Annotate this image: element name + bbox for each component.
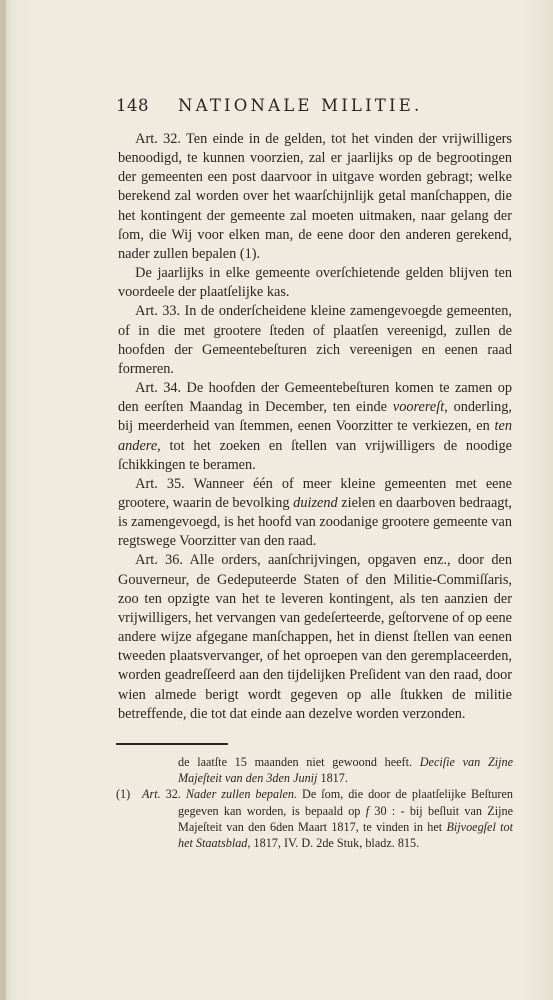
page-number: 148	[116, 96, 149, 115]
italic-run: voorereſt	[392, 399, 445, 416]
text-run: , onderling, bij meerderheid van ſtemmen, eenen Voorzitter te verkiezen, en	[118, 399, 512, 435]
text-run: de laatſte 15 maanden niet gewoond heeft.	[178, 755, 420, 769]
footnote-continuation	[116, 754, 513, 786]
paragraph	[118, 551, 512, 723]
paragraph	[118, 379, 512, 475]
italic-run: Bijvoegſel tot het Staatsblad	[178, 819, 513, 851]
italic-run: Art.	[142, 787, 161, 802]
body-text	[118, 130, 512, 724]
page-header	[116, 96, 516, 122]
paragraph	[118, 264, 512, 302]
italic-run: f	[365, 803, 370, 818]
page-gutter	[0, 0, 6, 1000]
italic-run: ten andere	[118, 418, 512, 454]
footnote-text	[142, 787, 513, 850]
paragraph	[118, 130, 512, 264]
text-run: 30 : - bij beſluit van Zijne Majeſteit van den 6den Maart 1817, te vinden in het	[178, 803, 513, 834]
text-run: De ſom, die door de plaatſelijke Beſturen gegeven kan worden, is bepaald op	[178, 787, 513, 818]
italic-run: Deciſie van Zijne Majeſteit van den 3den Junij	[178, 755, 513, 786]
text-run: , 1817, IV. D. 2de Stuk, bladz. 815.	[247, 836, 420, 851]
text-run: 32.	[160, 787, 186, 802]
text-run: 1817.	[317, 771, 348, 786]
text-run: , tot het zoeken en ſtellen van vrijwilligers de noodige ſchikkingen te beramen.	[118, 437, 512, 473]
text-run: De jaarlijks in elke gemeente overſchietende gelden blijven ten voordeele der plaatſelijke kas.	[118, 265, 512, 301]
footnote-1	[116, 786, 513, 851]
footnote-mark: (1)	[116, 787, 131, 802]
italic-run: duizend	[293, 494, 338, 511]
italic-run: Nader zullen bepalen.	[185, 787, 298, 802]
paragraph	[118, 302, 512, 379]
text-run: Art. 32. Ten einde in de gelden, tot het vinden der vrijwilligers benoodigd, te kunnen voorzien, zal er jaarlijks op de begrootingen der gemeenten een post daarvoor in uitgave worden gebragt; welke berekend zal worden over het waarſchijnlijk getal manſchappen, die het kontingent der gemeente zal moeten uitmaken, naar gelang der ſom, die Wij voor elken man, de eene door den anderen gerekend, nader zullen bepalen (1).	[118, 131, 512, 262]
footnote-rule	[116, 743, 228, 745]
text-run: zielen en daarboven bedraagt, is zamengevoegd, is het hoofd van zoodanige grootere gemeente van regtswege Voorzitter van den raad.	[118, 494, 512, 550]
paragraph	[118, 475, 512, 552]
footnotes	[116, 754, 513, 851]
text-run: Art. 36. Alle orders, aanſchrijvingen, opgaven enz., door den Gouverneur, de Gedeputeerde Staten of den Militie-Commiſſaris, zoo ten opzigte van het te leveren kontingent, als ten aanzien der vrijwilligers, het vervangen van gedeſerteerde, geſtorvene of op eene andere wijze afgegane manſchappen, het in dienst ſtellen van eenen tweeden plaatsvervanger, of het oproepen van den geremplaceerden, worden geadreſſeerd aan den tijdelijken Preſident van den raad, door wien almede berigt wordt gegeven op alle ſtukken de militie betreffende, die tot dat einde aan dezelve worden verzonden.	[118, 552, 512, 722]
text-run: Art. 33. In de onderſcheidene kleine zamengevoegde gemeenten, of in die met grootere ſteden of plaatſen vereenigd, zullen de hoofden der Gemeentebeſturen zich vereenigen en eenen raad formeren.	[118, 303, 512, 377]
text-run: Art. 35. Wanneer één of meer kleine gemeenten met eene grootere, waarin de bevolking	[118, 475, 512, 511]
running-head: NATIONALE MILITIE.	[178, 96, 423, 115]
text-run: Art. 34. De hoofden der Gemeentebeſturen komen te zamen op den eerſten Maandag in December, ten einde	[118, 380, 512, 416]
